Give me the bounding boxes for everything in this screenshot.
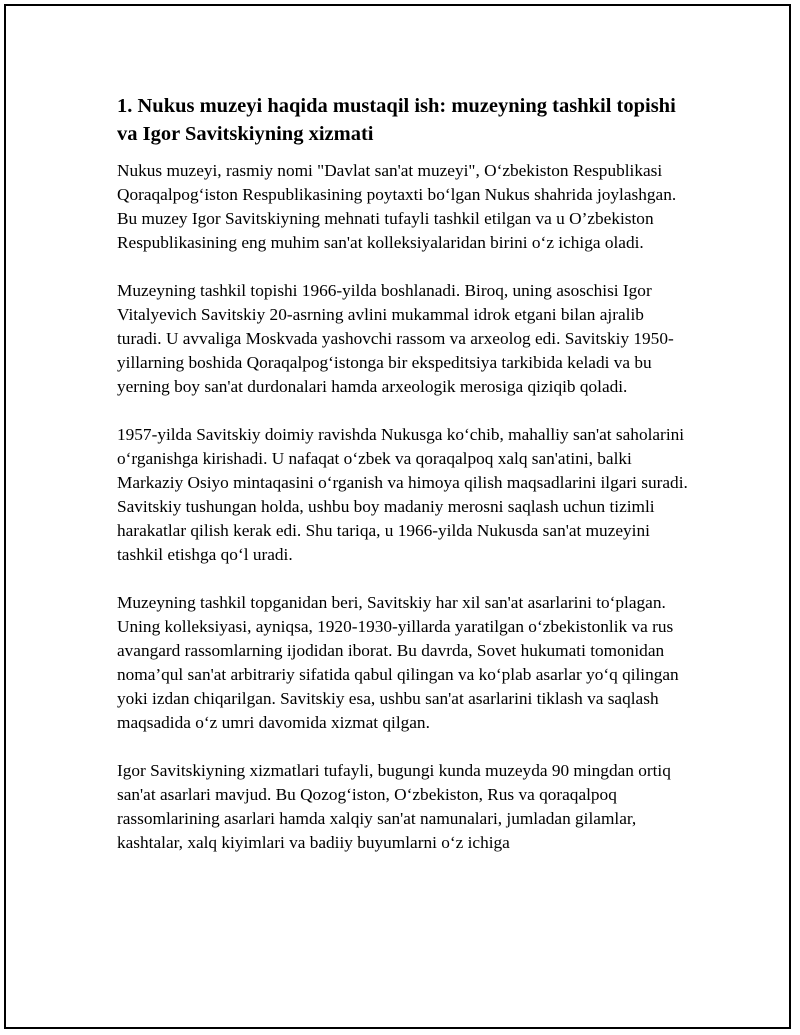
- paragraph-3: 1957-yilda Savitskiy doimiy ravishda Nukusga ko‘chib, mahalliy san'at saholarini o‘rganishga kirishadi. U nafaqat o‘zbek va qoraqalpoq xalq san'atini, balki Markaziy Osiyo mintaqasini o‘rganish va himoya qilish maqsadlarini ilgari suradi. Savitskiy tushungan holda, ushbu boy madaniy merosni saqlash uchun tizimli harakatlar qilish kerak edi. Shu tariqa, u 1966-yilda Nukusda san'at muzeyini tashkil etishga qo‘l uradi.: [117, 425, 688, 564]
- paragraph-2: Muzeyning tashkil topishi 1966-yilda boshlanadi. Biroq, uning asoschisi Igor Vitalyevich Savitskiy 20-asrning avlini mukammal idrok etgani bilan ajralib turadi. U avvaliga Moskvada yashovchi rassom va arxeolog edi. Savitskiy 1950-yillarning boshida Qoraqalpog‘istonga bir ekspeditsiya tarkibida keladi va bu yerning boy san'at durdonalari hamda arxeologik merosiga qiziqib qoladi.: [117, 281, 674, 396]
- paragraph-1: Nukus muzeyi, rasmiy nomi "Davlat san'at muzeyi", O‘zbekiston Respublikasi Qoraqalpog‘iston Respublikasining poytaxti bo‘lgan Nukus shahrida joylashgan. Bu muzey Igor Savitskiyning mehnati tufayli tashkil etilgan va u O’zbekiston Respublikasining eng muhim san'at kolleksiyalaridan birini o‘z ichiga oladi.: [117, 161, 677, 252]
- paragraph-4: Muzeyning tashkil topganidan beri, Savitskiy har xil san'at asarlarini to‘plagan. Uning kolleksiyasi, ayniqsa, 1920-1930-yillarda yaratilgan o‘zbekistonlik va rus avangard rassomlarning ijodidan iborat. Bu davrda, Sovet hukumati tomonidan noma’qul san'at arbitrariy sifatida qabul qilingan va ko‘plab asarlar yo‘q qilingan yoki izdan chiqarilgan. Savitskiy esa, ushbu san'at asarlarini tiklash va saqlash maqsadida o‘z umri davomida xizmat qilgan.: [117, 593, 679, 732]
- paragraph-5: Igor Savitskiyning xizmatlari tufayli, bugungi kunda muzeyda 90 mingdan ortiq san'at asarlari mavjud. Bu Qozog‘iston, O‘zbekiston, Rus va qoraqalpoq rassomlarining asarlari hamda xalqiy san'at namunalari, jumladan gilamlar, kashtalar, xalq kiyimlari va badiiy buyumlarni o‘z ichiga: [117, 761, 671, 852]
- document-body: [117, 92, 689, 879]
- document-title: 1. Nukus muzeyi haqida mustaqil ish: muzeyning tashkil topishi va Igor Savitskiyning xizmati: [117, 95, 676, 145]
